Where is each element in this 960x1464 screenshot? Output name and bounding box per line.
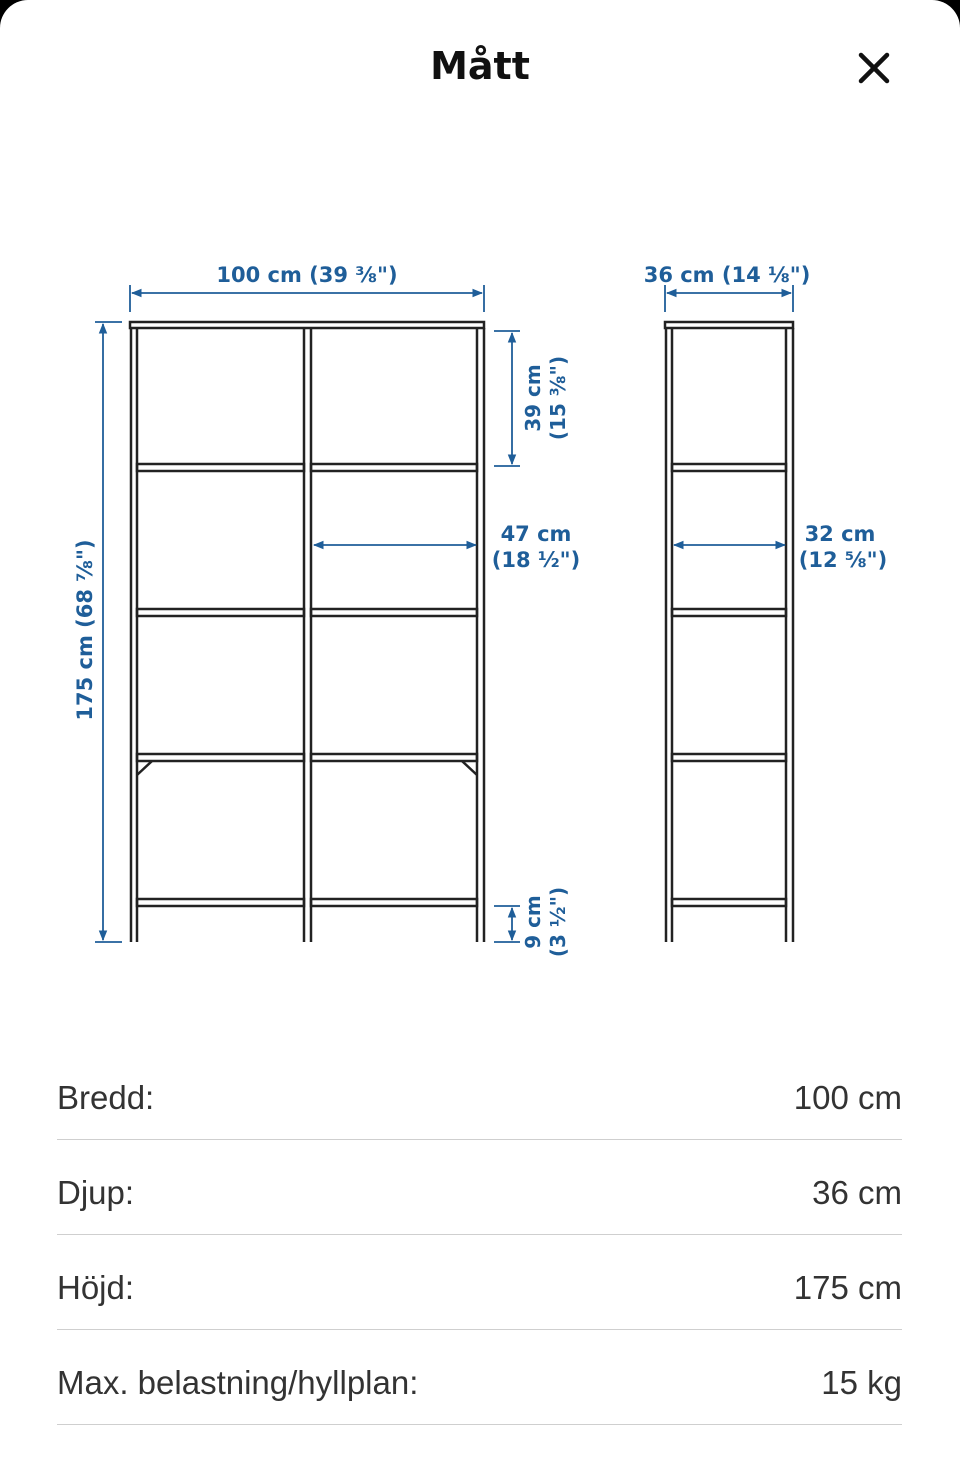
- inner-depth-in-label: (12 ⅝"): [798, 548, 888, 572]
- shelf-gap-cm-label: 39 cm: [521, 364, 545, 432]
- spec-value: 175 cm: [793, 1269, 902, 1306]
- spec-label: Djup:: [57, 1174, 135, 1211]
- floor-clearance-in-label: (3 ½"): [546, 886, 570, 958]
- front-width-label: 100 cm (39 ⅜"): [216, 263, 398, 287]
- spec-row-height: [57, 1235, 902, 1330]
- height-label: 175 cm (68 ⅞"): [73, 539, 97, 721]
- floor-clearance-cm-label: 9 cm: [521, 895, 545, 949]
- shelf-gap-in-label: (15 ⅜"): [546, 355, 570, 441]
- dimension-diagram: [0, 240, 960, 1000]
- page-title: Mått: [430, 44, 530, 88]
- spec-label: Max. belastning/hyllplan:: [57, 1364, 419, 1401]
- spec-row-width: [57, 1045, 902, 1140]
- spec-value: 100 cm: [793, 1079, 902, 1116]
- close-button[interactable]: [850, 44, 898, 92]
- inner-width-in-label: (18 ½"): [491, 548, 581, 572]
- spec-value: 15 kg: [821, 1364, 902, 1401]
- spec-row-depth: [57, 1140, 902, 1235]
- specs-list: [57, 1045, 902, 1425]
- spec-row-max-load: [57, 1330, 902, 1425]
- close-icon: [850, 44, 898, 92]
- side-view-shelf: [665, 322, 793, 942]
- front-view-shelf: [130, 322, 484, 942]
- spec-label: Höjd:: [57, 1269, 135, 1306]
- spec-value: 36 cm: [812, 1174, 902, 1211]
- spec-label: Bredd:: [57, 1079, 155, 1116]
- inner-width-cm-label: 47 cm: [500, 522, 572, 546]
- side-depth-label: 36 cm (14 ⅛"): [643, 263, 811, 287]
- inner-depth-cm-label: 32 cm: [804, 522, 876, 546]
